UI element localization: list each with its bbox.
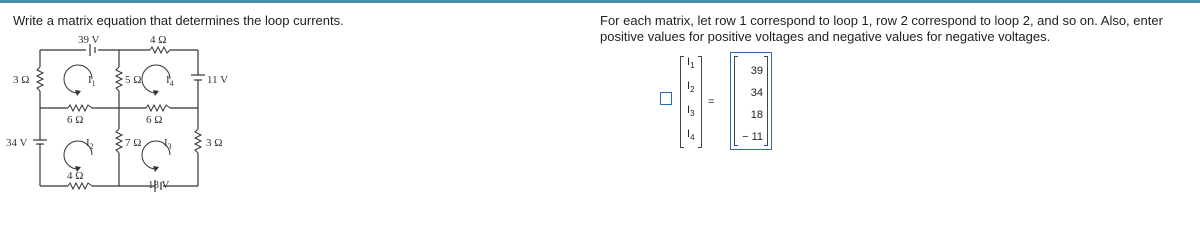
- label-6ohm-right: 6 Ω: [146, 114, 163, 126]
- label-18v: 18 V: [148, 179, 170, 191]
- instructions-text: For each matrix, let row 1 correspond to loop 1, row 2 correspond to loop 2, and so on. Also, enter positive values for positive voltages and negative values for negative voltages.: [600, 13, 1163, 44]
- current-vector-right-bracket: [698, 56, 702, 148]
- current-vector-entry-3: $I_3$: [687, 104, 695, 119]
- label-34v: 34 V: [6, 137, 28, 149]
- battery-34v: [33, 140, 47, 148]
- voltage-vector-right-bracket: [764, 56, 768, 146]
- battery-11v: [191, 75, 205, 83]
- label-5ohm: 5 Ω: [125, 74, 142, 86]
- resistor-bottom-4ohm: [68, 183, 92, 189]
- resistor-7ohm: [116, 129, 122, 153]
- resistor-middle-5ohm: [116, 67, 122, 91]
- voltage-vector-entry-2[interactable]: 34: [750, 87, 763, 99]
- label-left-3ohm: 3 Ω: [13, 74, 30, 86]
- label-39v: 39 V: [78, 34, 100, 46]
- label-6ohm-left: 6 Ω: [67, 114, 84, 126]
- voltage-vector-entry-1[interactable]: 39: [750, 65, 763, 77]
- resistor-6ohm-left: [68, 105, 92, 111]
- question-prompt: Write a matrix equation that determines the loop currents.: [13, 13, 344, 28]
- label-i3: $I_3$: [164, 137, 172, 151]
- label-i1: $I_1$: [88, 74, 96, 88]
- voltage-vector-entry-3[interactable]: 18: [750, 109, 763, 121]
- resistor-left-3ohm: [37, 67, 43, 91]
- voltage-vector-entry-4[interactable]: − 11: [742, 131, 763, 143]
- label-top-4ohm: 4 Ω: [150, 34, 167, 46]
- label-i2: $I_2$: [86, 137, 94, 151]
- top-accent-bar: [0, 0, 1200, 3]
- current-vector-left-bracket: [680, 56, 684, 148]
- voltage-vector-input[interactable]: [730, 52, 772, 150]
- label-bottom-4ohm: 4 Ω: [67, 170, 84, 182]
- resistor-6ohm-right: [146, 105, 170, 111]
- circuit-wires: [40, 50, 198, 186]
- label-7ohm: 7 Ω: [125, 137, 142, 149]
- current-vector-entry-1: $I_1$: [687, 56, 695, 71]
- label-i4: $I_4$: [166, 74, 174, 88]
- circuit-diagram: [0, 30, 260, 200]
- label-right-3ohm: 3 Ω: [206, 137, 223, 149]
- current-vector-entry-2: $I_2$: [687, 80, 695, 95]
- coefficient-matrix-input[interactable]: [660, 92, 672, 105]
- equals-sign: =: [708, 96, 715, 108]
- current-vector-entry-4: $I_4$: [687, 128, 695, 143]
- resistor-right-3ohm: [195, 129, 201, 153]
- label-11v: 11 V: [207, 74, 229, 86]
- matrix-equation: [656, 50, 776, 160]
- resistor-top-4ohm: [150, 47, 170, 53]
